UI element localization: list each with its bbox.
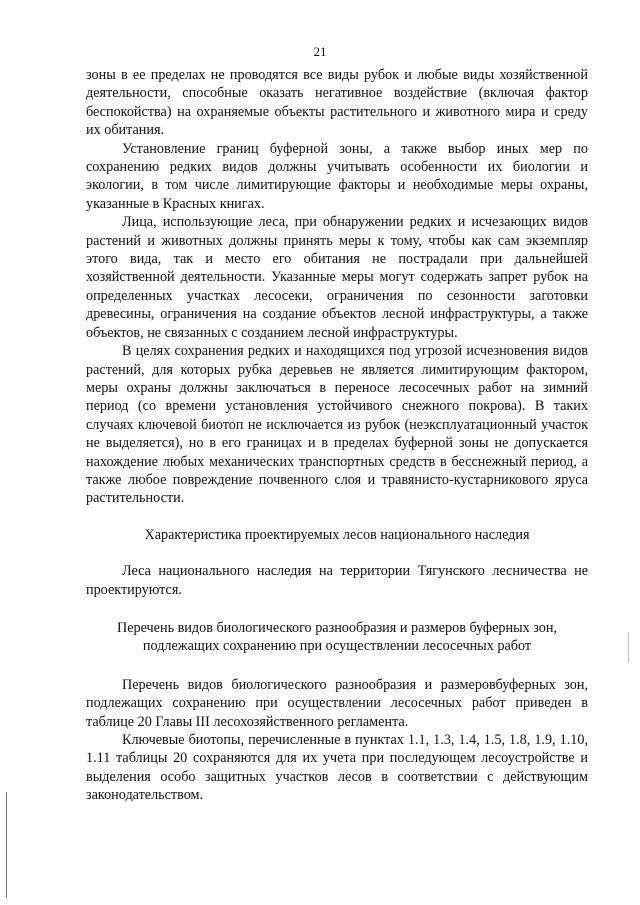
paragraph-key-biotopes: Ключевые биотопы, перечисленные в пунктах 1.1, 1.3, 1.4, 1.5, 1.8, 1.9, 1.10, 1.11 таблицы 20 сохраняются для их учета при последующем лесоустройстве и выделения особо защитных участков лесов в соответствии с действующим законодательством. — [86, 732, 588, 804]
page-number: 21 — [313, 44, 327, 59]
scan-edge-mark — [6, 792, 7, 898]
paragraph-winter-logging: В целях сохранения редких и находящихся под угрозой исчезновения видов растений, для которых рубка деревьев не является лимитирующим фактором, меры охраны должны заключаться в переносе лесосечных работ на зимний период (со времени установления устойчивого снежного покрова). В таких случаях ключевой биотоп не исключается из рубок (неэксплуатационный участок не выделяется), но в его границах и в пределах буферной зоны не допускается нахождение любых механических транспортных средств в бесснежный период, а также любое повреждение почвенного слоя и травянисто-кустарникового яруса растительности. — [86, 343, 588, 507]
paragraph-buffer-zone-continuation: зоны в ее пределах не проводятся все виды рубок и любые виды хозяйственной деятельности, способные оказать негативное воздействие (включая фактор беспокойства) на охраняемые объекты растительного и животного мира и среду их обитания. — [86, 67, 588, 139]
paragraph-forest-users-measures: Лица, использующие леса, при обнаружении редких и исчезающих видов растений и животных должны принять меры к тому, чтобы как сам экземпляр этого вида, так и место его обитания не пострадали при дальнейшей хозяйственной деятельности. Указанные меры могут содержать запрет рубок на определенных участках лесосеки, ограничения по сезонности заготовки древесины, ограничения на создание объектов лесной инфраструктуры, а также объектов, не связанных с созданием лесной инфраструктуры. — [86, 214, 588, 341]
document-body — [86, 66, 588, 805]
paragraph-biodiversity-list: Перечень видов биологического разнообразия и размеровбуферных зон, подлежащих сохранению при осуществлении лесосечных работ приведен в таблице 20 Главы III лесохозяйственного регламента. — [86, 676, 588, 730]
heading-national-heritage-forests: Характеристика проектируемых лесов национального наследия — [144, 526, 530, 543]
heading-biodiversity-list — [86, 619, 588, 656]
scan-edge-mark — [628, 632, 629, 662]
paragraph-national-heritage-forests: Леса национального наследия на территории Тягунского лесничества не проектируются. — [86, 563, 588, 598]
heading-biodiversity-line-1: Перечень видов биологического разнообразия и размеров буферных зон, — [116, 619, 558, 636]
heading-biodiversity-line-2: подлежащих сохранению при осуществлении лесосечных работ — [142, 638, 532, 655]
paragraph-buffer-zone-boundaries: Установление границ буферной зоны, а также выбор иных мер по сохранению редких видов должны учитывать особенности их биологии и экологии, в том числе лимитирующие факторы и необходимые меры охраны, указанные в Красных книгах. — [86, 140, 588, 212]
